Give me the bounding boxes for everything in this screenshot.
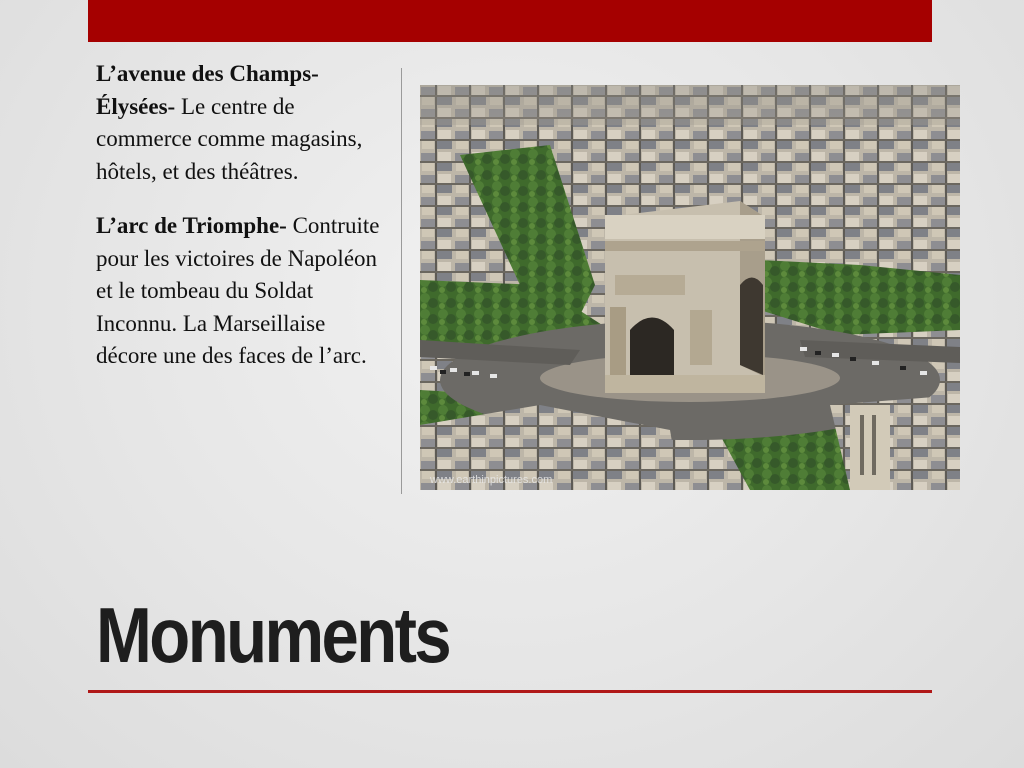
- paragraph-champs-elysees: [96, 58, 386, 188]
- aerial-city-image: [420, 85, 960, 490]
- title-underline: [88, 690, 932, 693]
- paragraph-body: Le centre de commerce comme magasins, hôtels, et des théâtres.: [96, 93, 363, 184]
- photo-watermark: www.earthinpictures.com: [430, 474, 553, 486]
- top-accent-band: [88, 0, 932, 42]
- slide-title: Monuments: [96, 591, 450, 679]
- paragraph-arc-de-triomphe: [96, 210, 386, 373]
- vertical-divider: [401, 68, 402, 494]
- body-text: [96, 58, 386, 395]
- paragraph-body: Contruite pour les victoires de Napoléon et le tombeau du Soldat Inconnu. La Marseillaise décore une des faces de l’arc.: [96, 213, 380, 368]
- paragraph-heading: L’avenue des Champs-Élysées-: [96, 61, 319, 119]
- paragraph-heading: L’arc de Triomphe-: [96, 213, 287, 238]
- arc-de-triomphe-photo: [420, 85, 960, 490]
- arc-de-triomphe: [605, 201, 765, 393]
